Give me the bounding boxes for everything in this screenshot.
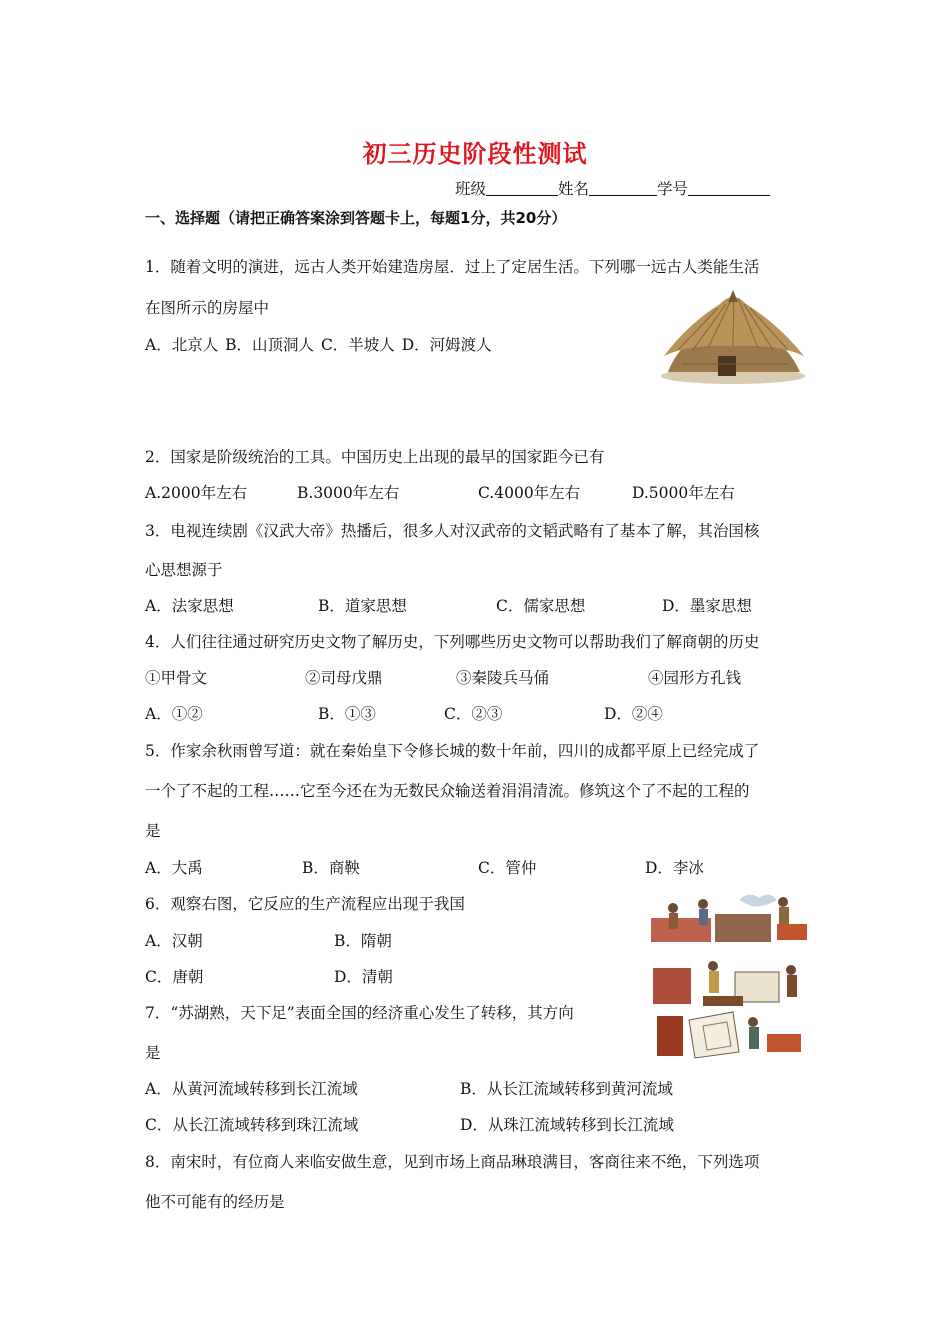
q7-text: 7．“苏湖熟，天下足”表面全国的经济重心发生了转移，其方向 xyxy=(145,1004,574,1022)
student-info xyxy=(455,177,770,199)
page-title: 初三历史阶段性测试 xyxy=(362,140,588,168)
q2-option-c[interactable]: C.4000年左右 xyxy=(478,484,581,502)
q4-option-d[interactable]: D．②④ xyxy=(604,705,663,723)
q4-text: 4．人们往往通过研究历史文物了解历史，下列哪些历史文物可以帮助我们了解商朝的历史 xyxy=(145,633,760,651)
q6-text: 6．观察右图，它反应的生产流程应出现于我国 xyxy=(145,895,465,913)
q4-item-2: ②司母戊鼎 xyxy=(305,669,383,687)
q7-option-c[interactable]: C．从长江流域转移到珠江流域 xyxy=(145,1116,359,1134)
q3-option-b[interactable]: B．道家思想 xyxy=(318,597,407,615)
q7-option-b[interactable]: B．从长江流域转移到黄河流域 xyxy=(460,1080,673,1098)
q5-option-a[interactable]: A．大禹 xyxy=(145,859,203,877)
q4-item-3: ③秦陵兵马俑 xyxy=(456,669,550,687)
q6-option-d[interactable]: D．清朝 xyxy=(334,968,393,986)
q3-option-d[interactable]: D．墨家思想 xyxy=(662,597,752,615)
q8-text: 8．南宋时，有位商人来临安做生意，见到市场上商品琳琅满目，客商往来不绝，下列选项 xyxy=(145,1153,760,1171)
q2-option-b[interactable]: B.3000年左右 xyxy=(297,484,400,502)
q4-option-b[interactable]: B．①③ xyxy=(318,705,376,723)
q5-option-d[interactable]: D．李冰 xyxy=(645,859,704,877)
class-blank[interactable] xyxy=(486,179,558,196)
id-label: 学号 xyxy=(657,180,689,198)
q1-options: A．北京人 B．山顶洞人 C．半坡人 D．河姆渡人 xyxy=(145,336,492,354)
q5-text: 5．作家余秋雨曾写道：就在秦始皇下令修长城的数十年前，四川的成都平原上已经完成了 xyxy=(145,742,760,760)
q5-option-c[interactable]: C．管仲 xyxy=(478,859,537,877)
q1-text-cont: 在图所示的房屋中 xyxy=(145,299,270,317)
q3-option-a[interactable]: A．法家思想 xyxy=(145,597,234,615)
q4-item-4: ④园形方孔钱 xyxy=(648,669,742,687)
q2-text: 2．国家是阶级统治的工具。中国历史上出现的最早的国家距今已有 xyxy=(145,448,605,466)
q6-option-c[interactable]: C．唐朝 xyxy=(145,968,204,986)
q6-option-a[interactable]: A．汉朝 xyxy=(145,932,203,950)
q5-option-b[interactable]: B．商鞅 xyxy=(302,859,360,877)
q3-option-c[interactable]: C．儒家思想 xyxy=(496,597,586,615)
q2-option-a[interactable]: A.2000年左右 xyxy=(145,484,248,502)
q1-text: 1．随着文明的演进，远古人类开始建造房屋．过上了定居生活。下列哪一远古人类能生活 xyxy=(145,258,760,276)
q5-text-cont: 一个了不起的工程……它至今还在为无数民众输送着涓涓清流。修筑这个了不起的工程的 xyxy=(145,782,750,800)
q5-text-end: 是 xyxy=(145,822,161,840)
q3-text-cont: 心思想源于 xyxy=(145,561,223,579)
q4-item-1: ①甲骨文 xyxy=(145,669,208,687)
name-blank[interactable] xyxy=(589,179,657,196)
q2-option-d[interactable]: D.5000年左右 xyxy=(632,484,735,502)
q8-text-cont: 他不可能有的经历是 xyxy=(145,1193,285,1211)
name-label: 姓名 xyxy=(558,180,590,198)
q3-text: 3．电视连续剧《汉武大帝》热播后，很多人对汉武帝的文韬武略有了基本了解，其治国核 xyxy=(145,522,760,540)
q7-option-d[interactable]: D．从珠江流域转移到长江流域 xyxy=(460,1116,674,1134)
thatched-hut-image xyxy=(658,284,808,386)
id-blank[interactable] xyxy=(688,179,770,196)
section-heading: 一、选择题（请把正确答案涂到答题卡上，每题1分，共20分） xyxy=(145,209,567,227)
q4-option-c[interactable]: C．②③ xyxy=(444,705,503,723)
class-label: 班级 xyxy=(455,180,487,198)
q7-option-a[interactable]: A．从黄河流域转移到长江流域 xyxy=(145,1080,358,1098)
q4-option-a[interactable]: A．①② xyxy=(145,705,203,723)
papermaking-process-image xyxy=(643,888,813,1066)
q7-text-cont: 是 xyxy=(145,1044,161,1062)
q6-option-b[interactable]: B．隋朝 xyxy=(334,932,392,950)
